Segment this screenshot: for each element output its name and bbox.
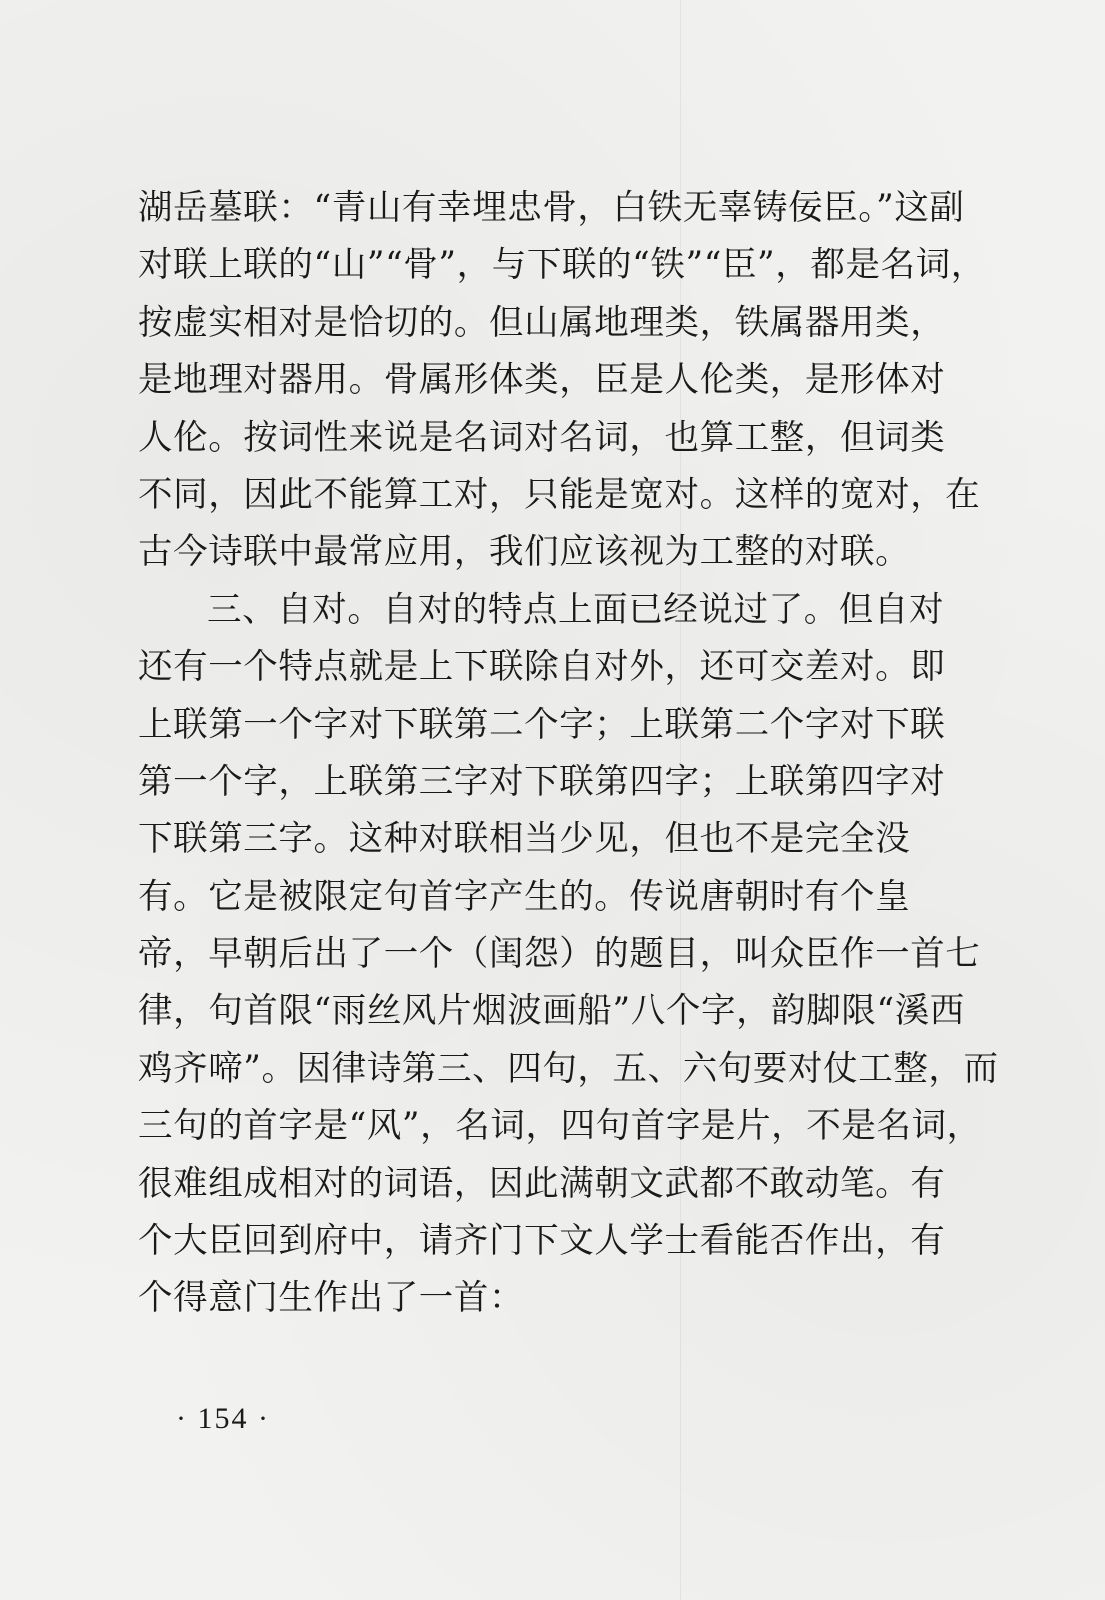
text-line: 个得意门生作出了一首： (138, 1278, 525, 1319)
text-line: 还有一个特点就是上下联除自对外，还可交差对。即 (138, 647, 946, 688)
text-line: 鸡齐啼”。因律诗第三、四句，五、六句要对仗工整，而 (138, 1048, 999, 1089)
text-line: 不同，因此不能算工对，只能是宽对。这样的宽对，在 (138, 474, 981, 515)
text-line: 湖岳墓联：“青山有幸埋忠骨，白铁无辜铸佞臣。”这副 (138, 188, 965, 228)
text-line: 帝，早朝后出了一个（闺怨）的题目，叫众臣作一首七 (138, 934, 981, 975)
text-line: 三句的首字是“风”，名词，四句首字是片，不是名词， (138, 1106, 982, 1147)
text-line: 第一个字，上联第三字对下联第四字；上联第四字对 (138, 761, 946, 802)
page-number: · 154 · (176, 1402, 270, 1435)
text-line: 律，句首限“雨丝风片烟波画船”八个字，韵脚限“溪西 (138, 991, 965, 1032)
text-line: 下联第三字。这种对联相当少见，但也不是完全没 (138, 819, 911, 860)
text-line: 对联上联的“山”“骨”，与下联的“铁”“臣”，都是名词， (138, 245, 986, 286)
paragraph-start-line: 三、自对。自对的特点上面已经说过了。但自对 (207, 589, 945, 630)
text-line: 人伦。按词性来说是名词对名词，也算工整，但词类 (138, 417, 946, 458)
text-line: 按虚实相对是恰切的。但山属地理类，铁属器用类， (138, 302, 946, 343)
text-line: 古今诗联中最常应用，我们应该视为工整的对联。 (138, 532, 911, 573)
text-line: 个大臣回到府中，请齐门下文人学士看能否作出，有 (138, 1221, 946, 1262)
body-text (138, 180, 999, 1328)
text-line: 有。它是被限定句首字产生的。传说唐朝时有个皇 (138, 876, 911, 917)
text-line: 上联第一个字对下联第二个字；上联第二个字对下联 (138, 704, 946, 745)
text-line: 是地理对器用。骨属形体类，臣是人伦类，是形体对 (138, 360, 946, 401)
text-line: 很难组成相对的词语，因此满朝文武都不敢动笔。有 (138, 1163, 946, 1204)
